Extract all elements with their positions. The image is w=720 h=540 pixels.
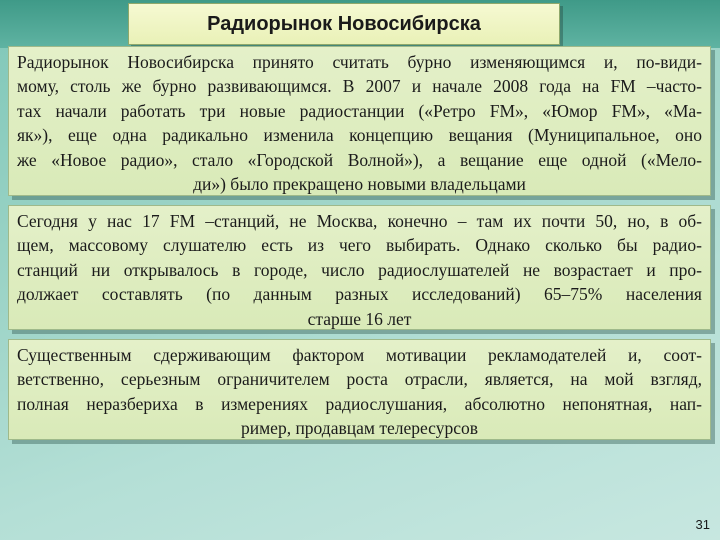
paragraph-box-1 [8, 46, 711, 196]
text-line: мому, столь же бурно развивающимся. В 2007 и начале 2008 года на FM –часто- [17, 76, 702, 97]
text-line: старше 16 лет [307, 308, 412, 329]
text-line: як»), еще одна радикально изменила концепцию вещания (Муниципальное, оно [17, 125, 702, 146]
page-number: 31 [695, 517, 710, 532]
text-line: должает составлять (по данным разных исследований) 65–75% населения [17, 284, 702, 305]
text-line: ветственно, серьезным ограничителем роста отрасли, является, на мой взгляд, [17, 369, 702, 390]
text-line: щем, массовому слушателю есть из чего выбирать. Однако сколько бы радио- [17, 235, 702, 256]
text-line: ди») было прекращено новыми владельцами [193, 174, 526, 195]
title-box [128, 3, 560, 45]
text-line: ример, продавцам телересурсов [240, 418, 479, 439]
paragraph-box-3 [8, 339, 711, 440]
slide-title: Радиорынок Новосибирска [207, 12, 481, 35]
text-line: Радиорынок Новосибирска принято считать бурно изменяющимся и, по-види- [17, 52, 702, 72]
paragraph-box-2 [8, 205, 711, 330]
text-line: полная неразбериха в измерениях радиослушания, абсолютно непонятная, нап- [17, 393, 702, 414]
text-line: станций ни открывалось в городе, число радиослушателей не возрастает и про- [17, 259, 702, 280]
text-line: тах начали работать три новые радиостанции («Ретро FM», «Юмор FM», «Ма- [17, 100, 702, 121]
text-line: Сегодня у нас 17 FM –станций, не Москва, конечно – там их почти 50, но, в об- [17, 211, 702, 231]
text-line: Существенным сдерживающим фактором мотивации рекламодателей и, соот- [17, 345, 702, 365]
text-line: же «Новое радио», стало «Городской Волной»), а вещание еще одной («Мело- [17, 149, 702, 170]
